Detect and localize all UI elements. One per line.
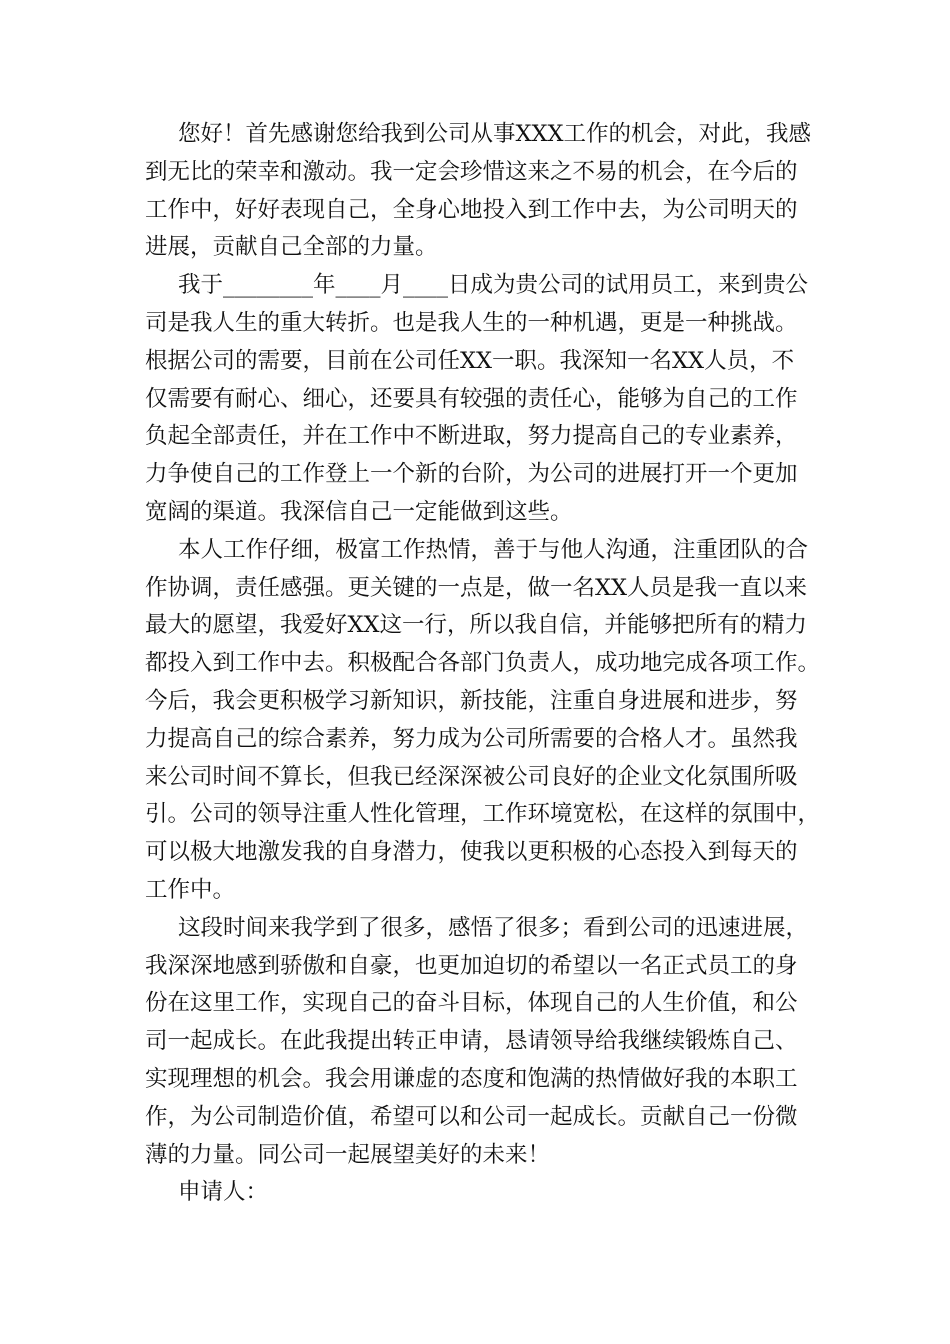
- paragraph-1-line-3: 工作中，好好表现自己，全身心地投入到工作中去，为公司明天的: [145, 196, 798, 223]
- paragraph-1-line-4: 进展，贡献自己全部的力量。: [145, 234, 438, 261]
- paragraph-4-line-7: 薄的力量。同公司一起展望美好的未来！: [145, 1141, 551, 1168]
- paragraph-3-line-1: 本人工作仔细，极富工作热情，善于与他人沟通，注重团队的合: [178, 536, 809, 563]
- paragraph-2-line-3: 根据公司的需要，目前在公司任XX一职。我深知一名XX人员，不: [145, 347, 795, 374]
- paragraph-1-line-2: 到无比的荣幸和激动。我一定会珍惜这来之不易的机会，在今后的: [145, 158, 798, 185]
- paragraph-3-line-3: 最大的愿望，我爱好XX这一行，所以我自信，并能够把所有的精力: [145, 612, 808, 639]
- paragraph-1-line-1: 您好！首先感谢您给我到公司从事XXX工作的机会，对此，我感: [178, 121, 812, 147]
- paragraph-3-line-10: 工作中。: [145, 876, 236, 903]
- paragraph-2-line-7: 宽阔的渠道。我深信自己一定能做到这些。: [145, 498, 573, 525]
- paragraph-4-line-6: 作，为公司制造价值，希望可以和公司一起成长。贡献自己一份微: [145, 1103, 798, 1130]
- applicant-signature-label: 申请人：: [178, 1179, 269, 1206]
- paragraph-3-line-8: 引。公司的领导注重人性化管理，工作环境宽松，在这样的氛围中，: [145, 801, 821, 828]
- paragraph-4-line-4: 司一起成长。在此我提出转正申请，恳请领导给我继续锻炼自己、: [145, 1028, 798, 1055]
- paragraph-4-line-1: 这段时间来我学到了很多，感悟了很多；看到公司的迅速进展，: [178, 914, 809, 941]
- paragraph-2-line-6: 力争使自己的工作登上一个新的台阶，为公司的进展打开一个更加: [145, 461, 798, 488]
- paragraph-3-line-7: 来公司时间不算长，但我已经深深被公司良好的企业文化氛围所吸: [145, 763, 798, 790]
- paragraph-2-line-2: 司是我人生的重大转折。也是我人生的一种机遇，更是一种挑战。: [145, 309, 798, 336]
- paragraph-3-line-4: 都投入到工作中去。积极配合各部门负责人，成功地完成各项工作。: [145, 650, 821, 677]
- paragraph-2-line-5: 负起全部责任，并在工作中不断进取，努力提高自己的专业素养，: [145, 423, 798, 450]
- paragraph-3-line-6: 力提高自己的综合素养，努力成为公司所需要的合格人才。虽然我: [145, 725, 798, 752]
- paragraph-3-line-9: 可以极大地激发我的自身潜力，使我以更积极的心态投入到每天的: [145, 839, 798, 866]
- paragraph-4-line-2: 我深深地感到骄傲和自豪，也更加迫切的希望以一名正式员工的身: [145, 952, 798, 979]
- paragraph-2-line-1: 我于________年____月____日成为贵公司的试用员工，来到贵公: [178, 272, 809, 299]
- paragraph-3-line-2: 作协调，责任感强。更关键的一点是，做一名XX人员是我一直以来: [145, 574, 808, 601]
- paragraph-3-line-5: 今后，我会更积极学习新知识，新技能，注重自身进展和进步，努: [145, 687, 798, 714]
- paragraph-4-line-3: 份在这里工作，实现自己的奋斗目标，体现自己的人生价值，和公: [145, 990, 798, 1017]
- letter-body: [145, 116, 821, 1212]
- paragraph-2-line-4: 仅需要有耐心、细心，还要具有较强的责任心，能够为自己的工作: [145, 385, 798, 412]
- paragraph-4-line-5: 实现理想的机会。我会用谦虚的态度和饱满的热情做好我的本职工: [145, 1065, 798, 1092]
